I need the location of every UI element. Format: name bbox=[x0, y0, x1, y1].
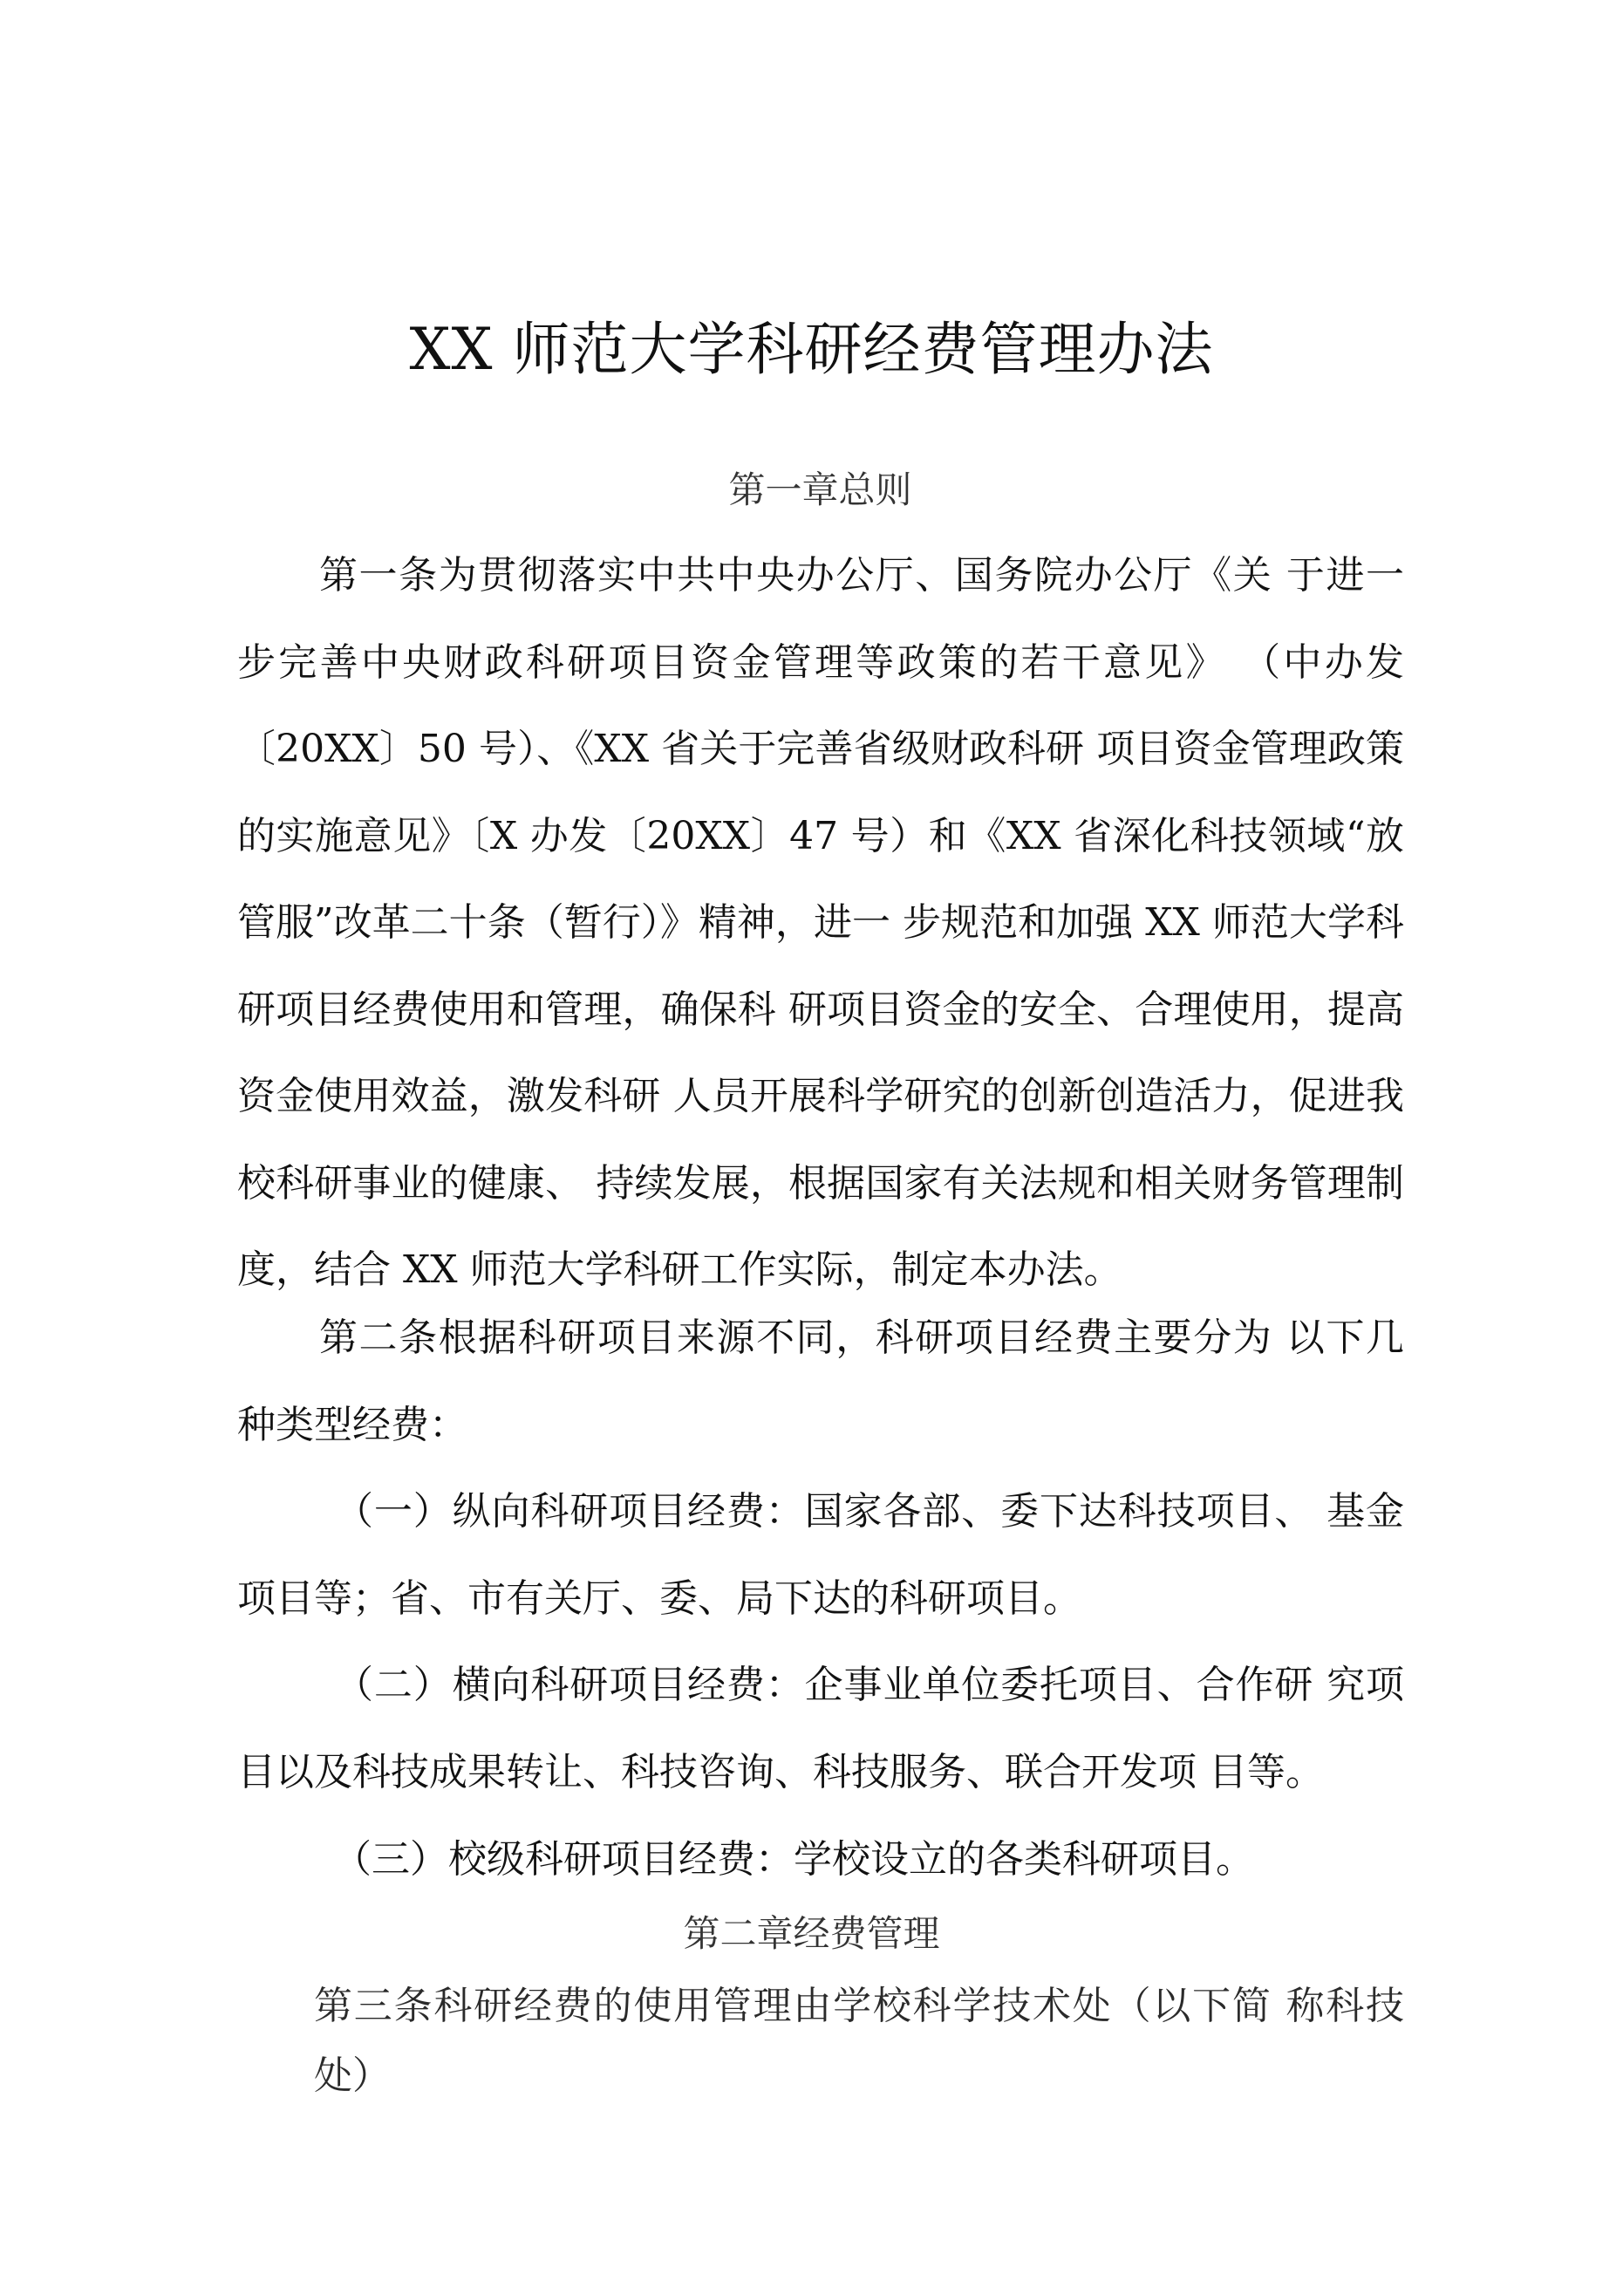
chapter-1-heading: 第一章总则 bbox=[728, 468, 912, 511]
document-title: XX 师范大学科研经费管理办法 bbox=[409, 316, 1214, 384]
article-2-paragraph: 第二条根据科研项目来源不同，科研项目经费主要分为 以下几种类型经费： bbox=[237, 1315, 1404, 1447]
item-3-paragraph: （三）校级科研项目经费：学校设立的各类科研项目。 bbox=[333, 1837, 1254, 1882]
chapter-2-heading: 第二章经费管理 bbox=[683, 1912, 940, 1955]
item-2-paragraph: （二）横向科研项目经费：企事业单位委托项目、合作研 究项目以及科技成果转让、科技咨询、科技服务、联合开发项 目等。 bbox=[237, 1663, 1404, 1794]
article-3-paragraph: 第三条科研经费的使用管理由学校科学技术处（以下简 称科技处） bbox=[314, 1984, 1404, 2098]
item-1-paragraph: （一）纵向科研项目经费：国家各部、委下达科技项目、 基金项目等；省、市有关厅、委、局下达的科研项目。 bbox=[237, 1489, 1404, 1621]
article-1-paragraph: 第一条为贯彻落实中共中央办公厅、国务院办公厅《关 于进一步完善中央财政科研项目资金管理等政策的若干意见》 （中办发〔20XX〕50 号）、《XX 省关于完善省级财政科研 项目资金管理政策的实施意见》〔X 办发〔20XX〕47 号）和《XX 省深化科技领域“放管服”改革二十条（暂行）》精神，进一 步规范和加强 XX 师范大学科研项目经费使用和管理，确保科 研项目资金的安全、合理使用，提高资金使用效益，激发科研 人员开展科学研究的创新创造活力，促进我校科研事业的健康、 持续发展，根据国家有关法规和相关财务管理制度，结合 XX 师范大学科研工作实际，制定本办法。 bbox=[237, 553, 1404, 1292]
